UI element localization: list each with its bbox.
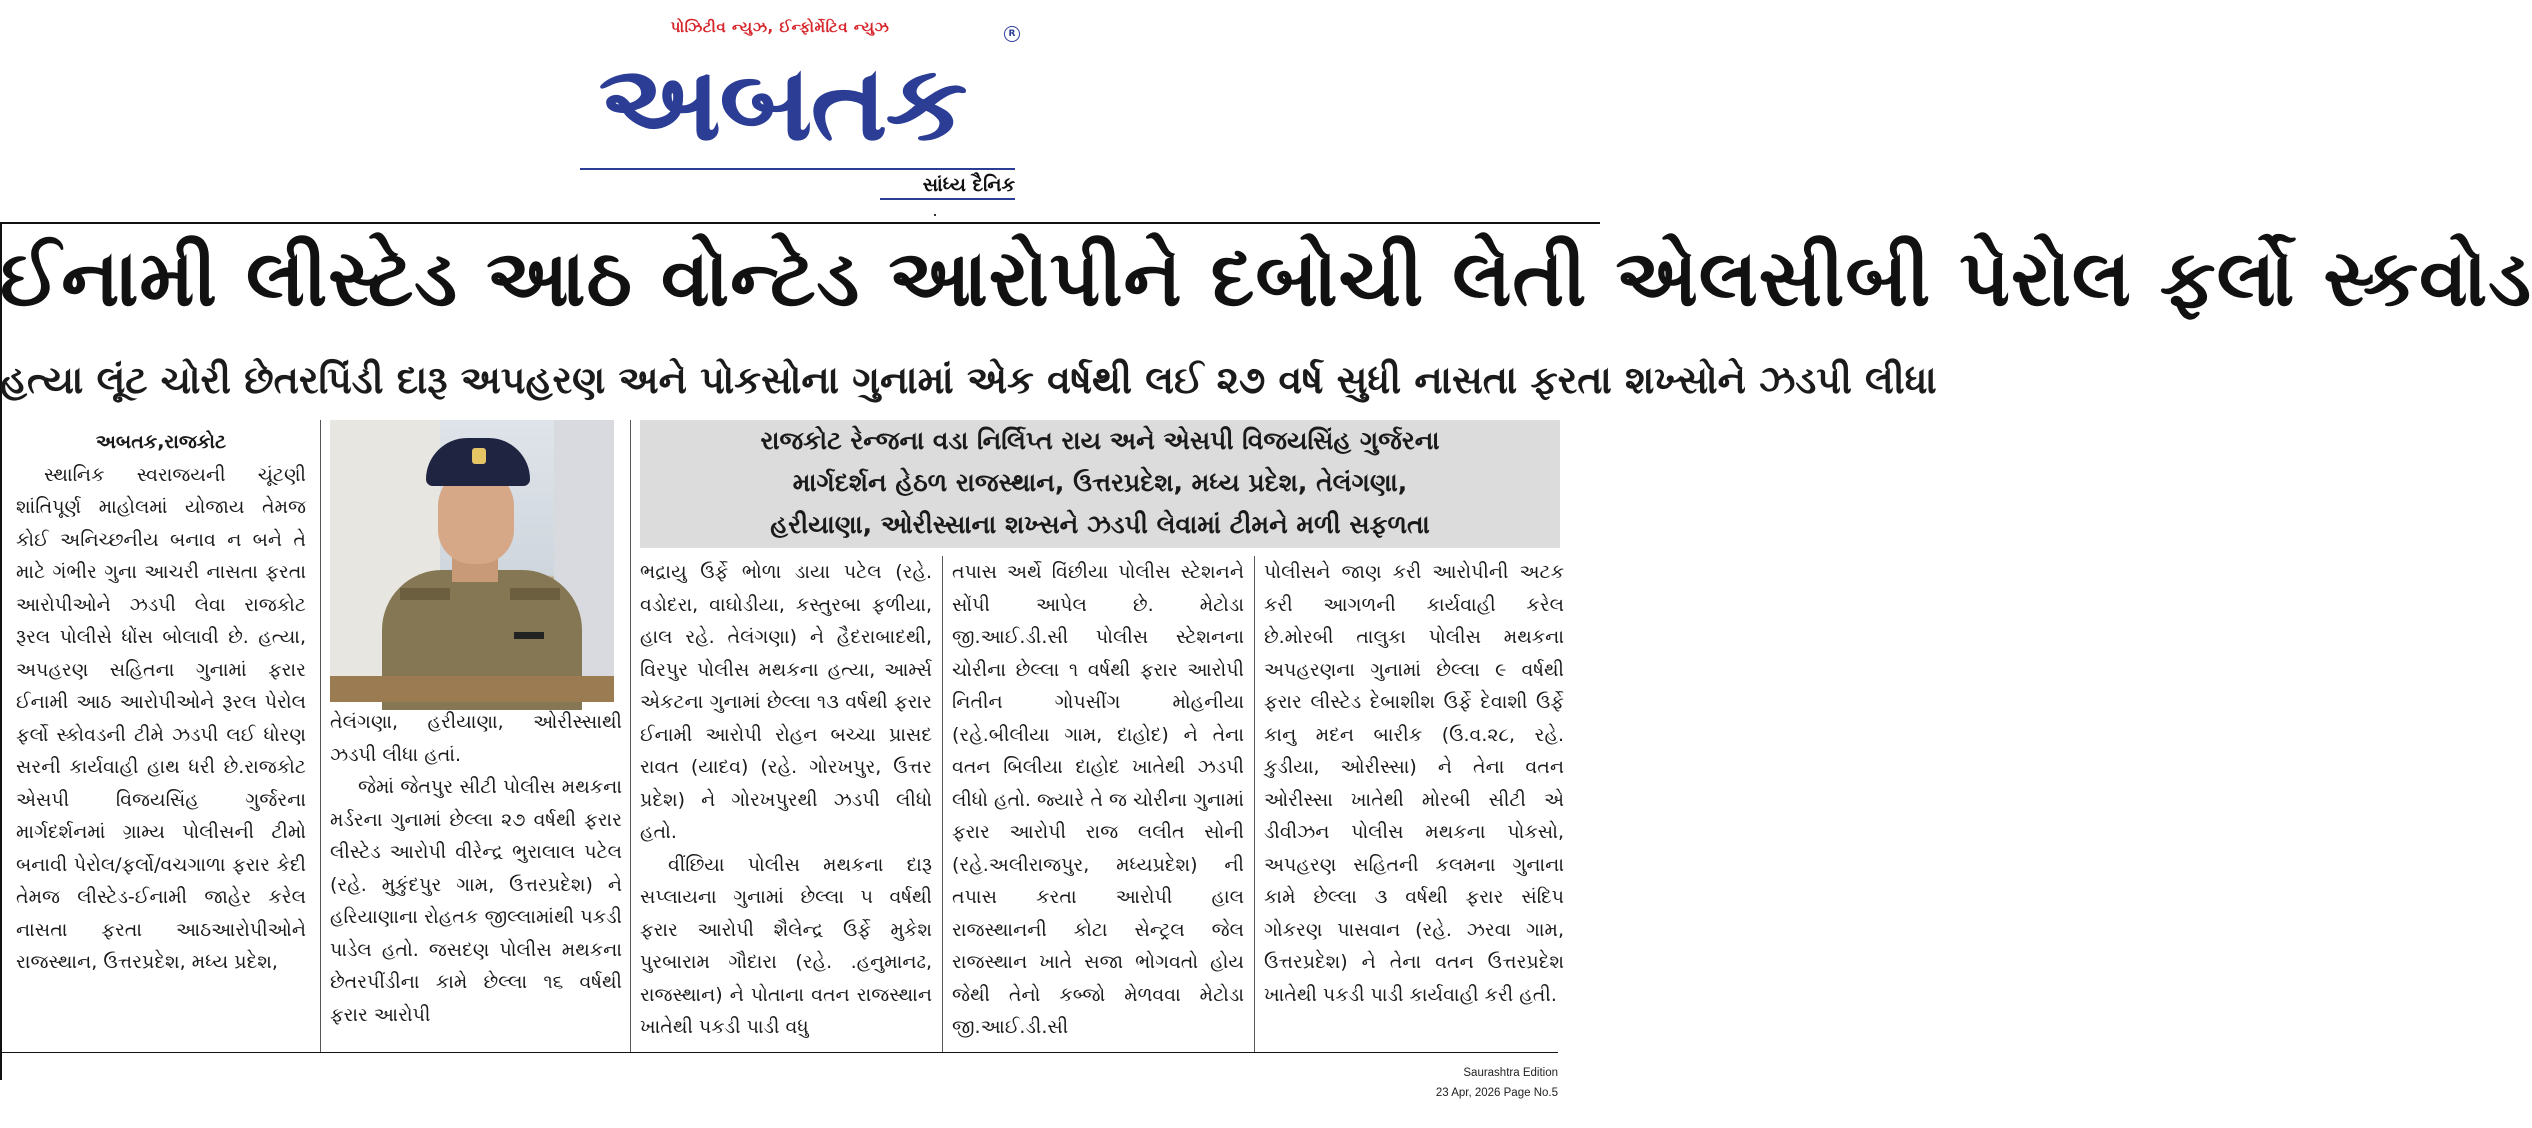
logo-divider xyxy=(580,168,1015,170)
article-column-4 xyxy=(952,556,1244,1056)
registered-mark-icon: R xyxy=(1004,26,1020,42)
callout-line: માર્ગદર્શન હેઠળ રાજસ્થાન, ઉત્તરપ્રદેશ, મધ્ય પ્રદેશ, તેલંગણા, xyxy=(792,468,1408,497)
column-divider xyxy=(320,420,321,1052)
article-headline: ઈનામી લીસ્ટેડ આઠ વોન્ટેડ આરોપીને દબોચી લેતી એલસીબી પેરોલ ફર્લો સ્કવોડ xyxy=(0,234,2532,324)
article-dateline: અબતક,રાજકોટ xyxy=(95,431,227,453)
page-left-rule xyxy=(0,222,2,1080)
article-subheadline: હત્યા લૂંટ ચોરી છેતરપિંડી દારૂ અપહરણ અને પોકસોના ગુનામાં એક વર્ષથી લઈ ૨૭ વર્ષ સુધી નાસતા ફરતા શખ્સોને ઝડપી લીધા xyxy=(0,358,1937,402)
article-column-2 xyxy=(330,706,622,1066)
column-divider xyxy=(1254,556,1255,1052)
article-column-3 xyxy=(640,556,932,1056)
edition-name: Saurashtra Edition xyxy=(1463,1067,1558,1079)
edition-info xyxy=(1436,1063,1558,1103)
callout-line: રાજકોટ રેન્જના વડા નિર્લિપ્ત રાય અને એસપી વિજયસિંહ ગુર્જરના xyxy=(760,426,1440,455)
page-bottom-rule xyxy=(0,1052,1558,1053)
officer-photo xyxy=(330,420,614,702)
column-5-paragraph: પોલીસને જાણ કરી આરોપીની અટક કરી આગળની કાર્યવાહી કરેલ છે.મોરબી તાલુકા પોલીસ મથકના અપહરણના ગુનામાં છેલ્લા ૯ વર્ષથી ફરાર લીસ્ટેડ દેબાશીશ ઉર્ફે દેવાશી ઉર્ફે કાનુ મદન બારીક (ઉ.વ.૨૮, રહે. કુડીયા, ઓરીસ્સા) ને તેના વતન ઓરીસ્સા ખાતેથી મોરબી સીટી એ ડીવીઝન પોલીસ મથકના પોકસો, અપહરણ સહિતની કલમના ગુનાના કામે છેલ્લા ૩ વર્ષથી ફરાર સંદિપ ગોકરણ પાસવાન (રહે. ઝરવા ગામ, ઉત્તરપ્રદેશ) ને તેના વતન ઉત્તરપ્રદેશ ખાતેથી પકડી પાડી કાર્યવાહી કરી હતી. xyxy=(1264,561,1564,1006)
masthead-subtitle: સાંધ્ય દૈનિક xyxy=(922,174,1015,196)
column-divider xyxy=(630,420,631,1052)
column-4-paragraph: તપાસ અર્થે વિંછીયા પોલીસ સ્ટેશનને સોંપી આપેલ છે. મેટોડા જી.આઈ.ડી.સી પોલીસ સ્ટેશનના ચોરીના છેલ્લા ૧ વર્ષથી ફરાર આરોપી નિતીન ગોપસીંગ મોહનીયા (રહે.બીલીયા ગામ, દાહોદ) ને તેના વતન બિલીયા દાહોદ ખાતેથી ઝડપી લીધો હતો. જ્યારે તે જ ચોરીના ગુનામાં ફરાર આરોપી રાજ લલીત સોની (રહે.અલીરાજપુર, મધ્યપ્રદેશ) ની તપાસ કરતા આરોપી હાલ રાજસ્થાનની કોટા સેન્ટ્રલ જેલ રાજસ્થાન ખાતે સજા ભોગવતો હોય જેથી તેનો કબ્જો મેળવવા મેટોડા જી.આઈ.ડી.સી xyxy=(952,561,1244,1038)
column-1-paragraph: સ્થાનિક સ્વરાજયની ચૂંટણી શાંતિપૂર્ણ માહોલમાં યોજાય તેમજ કોઈ અનિચ્છનીય બનાવ ન બને તે માટે ગંભીર ગુના આચરી નાસતા ફરતા આરોપીઓને ઝડપી લેવા રાજકોટ રૂરલ પોલીસે ધોંસ બોલાવી છે. હત્યા, અપહરણ સહિતના ગુનામાં ફરાર ઈનામી આઠ આરોપીઓને રૂરલ પેરોલ ફર્લો સ્કોવડની ટીમે ઝડપી લઈ ધોરણ સરની કાર્યવાહી હાથ ધરી છે.રાજકોટ એસપી વિજયસિંહ ગુર્જરના માર્ગદર્શનમાં ગ્રામ્ય પોલીસની ટીમો બનાવી પેરોલ/ફર્લો/વચગાળા ફરાર કેદી તેમજ લીસ્ટેડ-ઈનામી જાહેર કરેલ નાસતા ફરતા આઠઆરોપીઓને રાજસ્થાન, ઉત્તરપ્રદેશ, મધ્ય પ્રદેશ, xyxy=(16,463,306,973)
column-divider xyxy=(942,556,943,1052)
decorative-dot xyxy=(934,214,936,216)
column-3-paragraph: વીંછિયા પોલીસ મથકના દારૂ સપ્લાયના ગુનામાં છેલ્લા ૫ વર્ષથી ફરાર આરોપી શૈલેન્દ્ર ઉર્ફે મુકેશ પુરબારામ ગૌદારા (રહે. .હનુમાનઢ, રાજસ્થાન) ને પોતાના વતન રાજસ્થાન ખાતેથી પકડી પાડી વધુ xyxy=(640,853,932,1038)
police-badge-icon xyxy=(472,448,486,464)
column-3-paragraph: ભદ્રાયુ ઉર્ફે ભોળા ડાયા પટેલ (રહે. વડોદરા, વાઘોડીયા, કસ્તુરબા ફળીયા, હાલ રહે. તેલંગણા) ને હૈદરાબાદથી, વિરપુર પોલીસ મથકના હત્યા, આર્મ્સ એકટના ગુનામાં છેલ્લા ૧૩ વર્ષથી ફરાર ઈનામી આરોપી રોહન બચ્ચા પ્રાસદ રાવત (યાદવ) (રહે. ગોરખપુર, ઉત્તર પ્રદેશ) ને ગોરખપુરથી ઝડપી લીધો હતો. xyxy=(640,561,932,843)
callout-line: હરીયાણા, ઓરીસ્સાના શખ્સને ઝડપી લેવામાં ટીમને મળી સફળતા xyxy=(770,510,1430,539)
article-callout-box xyxy=(640,420,1560,548)
article-column-5 xyxy=(1264,556,1564,1056)
article-column-1 xyxy=(16,426,306,1070)
edition-date-page: 23 Apr, 2026 Page No.5 xyxy=(1435,1087,1558,1099)
masthead-tagline: પોઝિટીવ ન્યુઝ, ઈન્ફોર્મેટિવ ન્યુઝ xyxy=(670,18,890,36)
column-2-paragraph: તેલંગણા, હરીયાણા, ઓરીસ્સાથી ઝડપી લીધા હતાં. xyxy=(330,711,622,766)
subtitle-divider xyxy=(880,198,1015,200)
masthead xyxy=(0,0,1600,222)
newspaper-logo: અબતક xyxy=(598,42,966,164)
page-top-rule xyxy=(0,222,1600,224)
column-2-paragraph: જેમાં જેતપુર સીટી પોલીસ મથકના મર્ડરના ગુનામાં છેલ્લા ૨૭ વર્ષથી ફરાર લીસ્ટેડ આરોપી વીરેન્દ્ર ભુરાલાલ પટેલ (રહે. મુકુંદપુર ગામ, ઉત્તરપ્રદેશ) ને હરિયાણાના રોહતક જીલ્લામાંથી પકડી પાડેલ હતો. જસદણ પોલીસ મથકના છેતરપીંડીના કામે છેલ્લા ૧૬ વર્ષથી ફરાર આરોપી xyxy=(330,776,622,1026)
